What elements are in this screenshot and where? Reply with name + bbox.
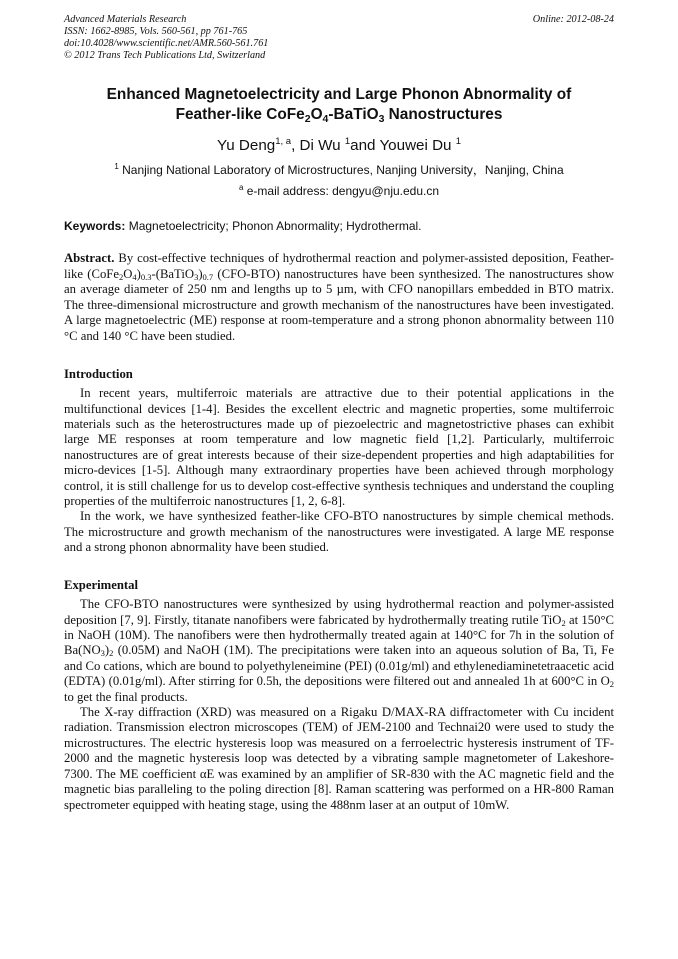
author-name: Yu Deng [216,137,276,154]
title-line-1: Enhanced Magnetoelectricity and Large Phonon Abnormality of [106,86,572,103]
section-heading-introduction: Introduction [64,366,133,381]
author-name: Di Wu [299,137,341,154]
paper-title [64,85,614,125]
keywords-text: Magnetoelectricity; Phonon Abnormality; Hydrothermal. [125,219,422,233]
introduction-paragraph: In the work, we have synthesized feather-like CFO-BTO nanostructures by simple chemical methods. The microstructure and growth mechanism of the nanostructures were investigated. A large ME response and a strong phonon abnormality have been studied. [64,509,614,555]
journal-header [64,14,614,62]
section-heading-experimental: Experimental [64,577,139,592]
journal-copyright: © 2012 Trans Tech Publications Ltd, Switzerland [64,50,266,61]
author-email: $^a$ e-mail address: dengyu@nju.edu.cn [238,183,440,198]
abstract-label: Abstract. [64,251,115,265]
affiliation: $^1$ Nanjing National Laboratory of Microstructures, Nanjing University，Nanjing, China [114,162,564,177]
online-date: Online: 2012-08-24 [532,14,614,25]
journal-doi: doi:10.4028/www.scientific.net/AMR.560-561.761 [64,38,269,49]
journal-info [64,14,268,62]
abstract: Abstract. By cost-effective techniques of hydrothermal reaction and polymer-assisted deposition, Feather-like $(CoFe_2O_4)_{0.3}-(BaTiO_3)_{0.7}$ (CFO-BTO) nanostructures have been synthesized. The nanostructures show an average diameter of 250 nm and lengths up to 5 µm, with CFO nanopillars embedded in BTO matrix. The three-dimensional microstructure and growth mechanism of the nanostructures have been investigated. A large magnetoelectric (ME) response at room-temperature and a strong phonon abnormality between 110 °C and 140 °C have been studied. [64,251,615,343]
keywords-label: Keywords: [64,219,126,233]
journal-issn: ISSN: 1662-8985, Vols. 560-561, pp 761-765 [64,26,248,37]
introduction-paragraph: In recent years, multiferroic materials are attractive due to their potential applications in the multifunctional devices [1-4]. Besides the excellent electric and magnetic properties, some multiferroic materials such as the heterostructures made up of piezoelectric and magnetostrictive phases can exhibit large ME responses at room temperature and low magnetic field [1,2]. Particularly, multiferroic nanostructures are of great interests because of their size-dependent properties and high adaptabilities for micro-devices [1-5]. Although many extraordinary properties have been achieved through morphology control, it is still challenge for us to develop cost-effective synthesis techniques and understand the coupling properties of the multiferroic nanostructures [1, 2, 6-8]. [64,386,614,508]
title-line-2: Feather-like $CoFe_2O_4-BaTiO_3$ Nanostructures [175,106,503,125]
keywords [64,219,614,234]
journal-name: Advanced Materials Research [64,14,187,25]
experimental-paragraph: The CFO-BTO nanostructures were synthesized by using hydrothermal reaction and polymer-assisted deposition [7, 9]. Firstly, titanate nanofibers were fabricated by hydrothermally treating rutile TiO$_2$ at 150°C in NaOH (10M). The nanofibers were then hydrothermally treated again at 140°C for 7h in the solution of $Ba(NO_3)_2$ (0.05M) and NaOH (1M). The precipitations were taken into an aqueous solution of Ba, Ti, Fe and Co cations, which are bound to polyethyleneimine (PEI) (0.01g/ml) and ethylenediaminetetraacetic acid (EDTA) (0.01g/ml). After stirring for 0.5h, the depositions were filtered out and annealed 1h at 600°C in $O_2$ to get the final products. [64,597,614,704]
author-list: Yu Deng$^{1, a}$, Di Wu $^1$and Youwei Du $^1$ [216,136,462,154]
experimental-paragraph: The X-ray diffraction (XRD) was measured on a Rigaku D/MAX-RA diffractometer with Cu incident radiation. Transmission electron microscopes (TEM) of JEM-2100 and Technai20 were used to study the microstructures. The electric hysteresis loop was measured on a ferroelectric hysteresis instrument of TF-2000 and the magnetic hysteresis loop was detected by a vibrating sample magnetometer of Lakeshore-7300. The ME coefficient αE was examined by an amplifier of SR-830 with the AC magnetic field and the magnetic bias paralleling to the poling direction [8]. Raman scattering was performed on a HR-800 Raman spectrometer equipped with heating stage, using the 488nm laser at an output of 10mW. [64,705,614,812]
author-name: Youwei Du [379,137,452,154]
